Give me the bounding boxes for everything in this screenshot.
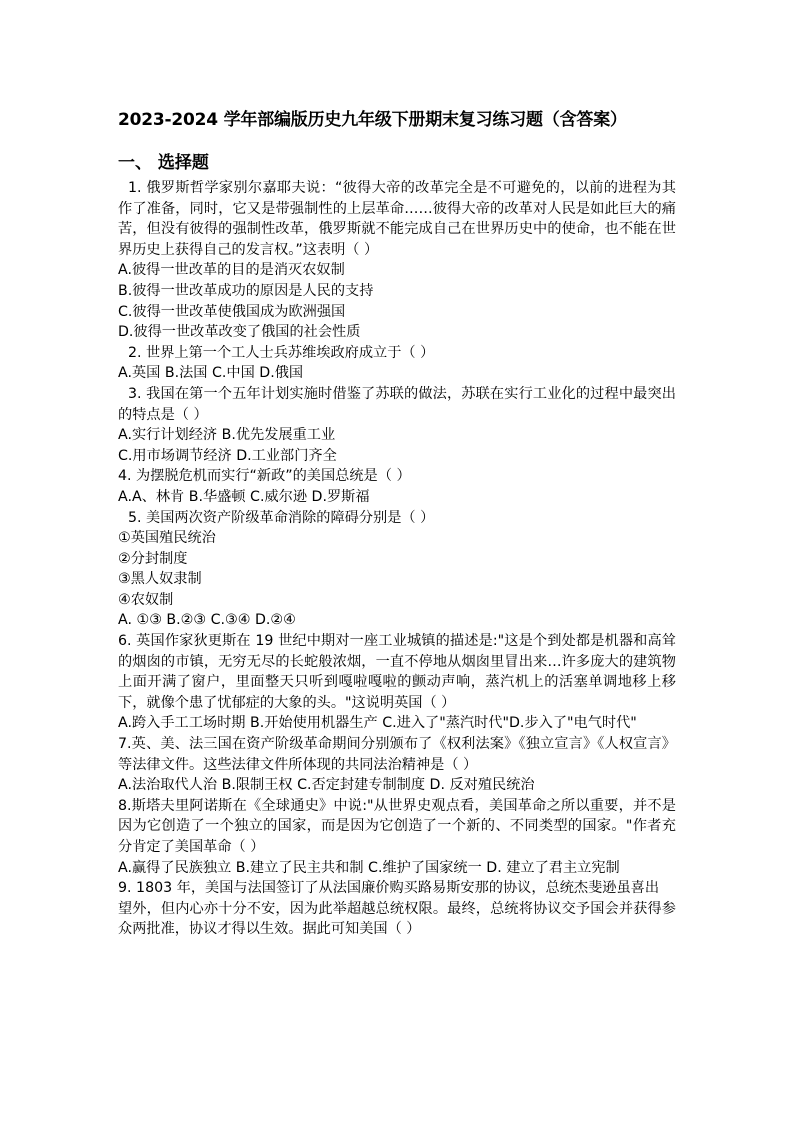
question-4-options: A.A、林肯 B.华盛顿 C.威尔逊 D.罗斯福 <box>118 488 370 505</box>
question-1-option-d: D.彼得一世改革改变了俄国的社会性质 <box>118 324 361 341</box>
question-5-options: A. ①③ B.②③ C.③④ D.②④ <box>118 612 296 629</box>
question-9-stem-line-1: 9. 1803 年，美国与法国签订了从法国廉价购买路易斯安那的协议，总统杰斐逊虽喜出 <box>118 880 660 897</box>
question-5-stem: 5. 美国两次资产阶级革命消除的障碍分别是（ ） <box>128 509 435 526</box>
question-1-option-b: B.彼得一世改革成功的原因是人民的支持 <box>118 282 374 299</box>
question-5-item-3: ③黑人奴隶制 <box>118 571 202 588</box>
question-6-stem: 6. 英国作家狄更斯在 19 世纪中期对一座工业城镇的描述是:"这是个到处都是机器和高耸的烟囱的市镇，无穷无尽的长蛇般浓烟，一直不停地从烟囱里冒出来…许多庞大的建筑物上面开满了窗户，里面整天只听到嘎啦嘎啦的颤动声响，蒸汽机上的活塞单调地移上移下，就像个患了忧郁症的大象的头。"这说明英国（ ） <box>118 633 676 711</box>
question-1-option-c: C.彼得一世改革使俄国成为欧洲强国 <box>118 303 346 320</box>
question-6-options: A.跨入手工工场时期 B.开始使用机器生产 C.进入了"蒸汽时代"D.步入了"电气时代" <box>118 715 637 732</box>
question-5-item-4: ④农奴制 <box>118 591 174 608</box>
question-7-stem: 7.英、美、法三国在资产阶级革命期间分别颁布了《权利法案》《独立宣言》《人权宣言》等法律文件。这些法律文件所体现的共同法治精神是（ ） <box>118 736 676 773</box>
question-3-stem: 3. 我国在第一个五年计划实施时借鉴了苏联的做法，苏联在实行工业化的过程中最突出的特点是（ ） <box>118 385 676 423</box>
question-2-options: A.英国 B.法国 C.中国 D.俄国 <box>118 365 304 382</box>
question-list <box>118 178 676 940</box>
question-3-options-ab: A.实行计划经济 B.优先发展重工业 <box>118 427 336 444</box>
section-heading: 一、 选择题 <box>118 153 209 173</box>
question-5-item-1: ①英国殖民统治 <box>118 530 216 547</box>
question-8-stem: 8.斯塔夫里阿诺斯在《全球通史》中说:"从世界史观点看，美国革命之所以重要，并不是因为它创造了一个独立的国家，而是因为它创造了一个新的、不同类型的国家。"作者充分肯定了美国革命（ ） <box>118 797 676 855</box>
question-3-options-cd: C.用市场调节经济 D.工业部门齐全 <box>118 447 337 464</box>
question-1-stem: 1. 俄罗斯哲学家别尔嘉耶夫说：“彼得大帝的改革完全是不可避免的，以前的进程为其作了准备，同时，它又是带强制性的上层革命……彼得大帝的改革对人民是如此巨大的痛苦，但没有彼得的强制性改革，俄罗斯就不能完成自己在世界历史中的使命，也不能在世界历史上获得自己的发言权。”这表明（ ） <box>118 180 676 258</box>
question-5-item-2: ②分封制度 <box>118 550 188 567</box>
question-4-stem: 4. 为摆脱危机而实行“新政”的美国总统是（ ） <box>118 468 411 485</box>
question-1-option-a: A.彼得一世改革的目的是消灭农奴制 <box>118 262 345 279</box>
question-2-stem: 2. 世界上第一个工人士兵苏维埃政府成立于（ ） <box>128 344 435 361</box>
question-8-options: A.赢得了民族独立 B.建立了民主共和制 C.维护了国家统一 D. 建立了君主立宪制 <box>118 859 620 876</box>
document-title: 2023-2024 学年部编版历史九年级下册期末复习练习题（含答案） <box>118 110 627 130</box>
question-7-options: A.法治取代人治 B.限制王权 C.否定封建专制制度 D. 反对殖民统治 <box>118 777 535 794</box>
question-9-stem-line-2: 望外，但内心亦十分不安，因为此举超越总统权限。最终，总统将协议交予国会并获得参众两批准，协议才得以生效。据此可知美国（ ） <box>118 900 676 938</box>
